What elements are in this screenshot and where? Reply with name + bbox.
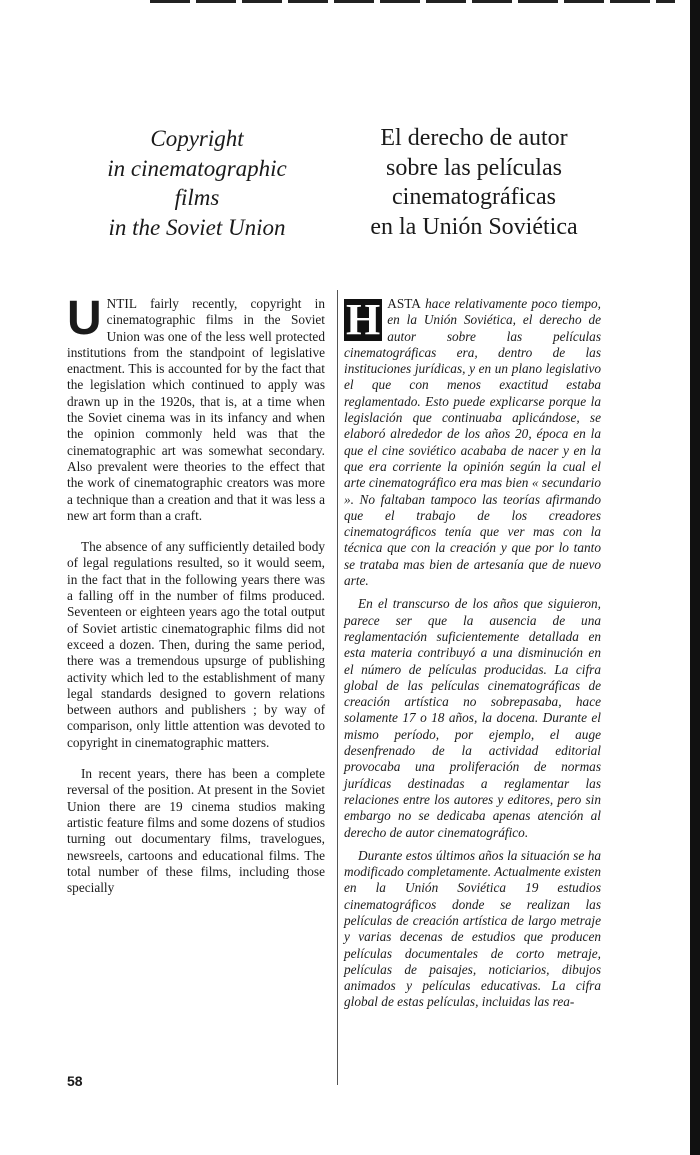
title-en-line: Copyright <box>150 126 244 151</box>
page-edge <box>690 0 700 1155</box>
title-es-line: sobre las películas <box>386 154 562 181</box>
english-paragraph-1 <box>67 292 325 524</box>
title-english <box>68 124 326 242</box>
lead-in: ASTA <box>387 296 421 311</box>
title-en-line: in the Soviet Union <box>108 214 286 240</box>
title-es-line: en la Unión Soviética <box>370 213 578 240</box>
title-en-line: films <box>174 185 220 210</box>
english-paragraph-2: The absence of any sufficiently detailed body of legal regulations resulted, so it would seem, in the fact that in the following years there was a falling off in the number of films produced. Seventeen or eighteen years ago the total output of Soviet artistic cinematographic films did not exceed a dozen. Then, during the same period, there was a tremendous upsurge of publishing activity which led to the establishment of many legal standards designed to govern relations between authors and publishers ; by way of comparison, only little attention was devoted to copyright in cinematographic matters. <box>67 539 325 750</box>
spanish-column <box>344 296 601 1011</box>
english-paragraph-3: In recent years, there has been a complete reversal of the position. At present in the Soviet Union there are 19 cinema studios making artistic feature films and some dozens of studios turning out documentary films, travelogues, newsreels, cartoons and educational films. The total number of these films, including those specially <box>67 766 325 896</box>
title-es-line: cinematográficas <box>392 184 556 210</box>
paragraph-text: fairly recently, copyright in cinematographic films in the Soviet Union was one of the less well protected institutions from the standpoint of legislative enactment. This is accounted for by the fact that the legislation which continued to apply was drawn up in the 1920s, that is, at a time when the Soviet cinema was in its infancy and when the opinion commonly held was that the cinematographic art was somewhat secondary. Also prevalent were theories to the effect that the work of cinematographic creators was more a technique than a creation and that it was less a new art form than a craft. <box>67 296 325 523</box>
title-en-line: in cinematographic <box>107 155 287 181</box>
page-number: 58 <box>67 1073 83 1089</box>
lead-in: NTIL <box>106 296 137 311</box>
english-column <box>67 292 325 896</box>
drop-cap: H <box>346 295 381 344</box>
title-spanish <box>344 124 604 242</box>
spanish-paragraph-2: En el transcurso de los años que siguieron, parece ser que la ausencia de una reglamentación suficientemente detallada en esta materia contribuyó a una disminución en el número de películas producidas. La cifra global de las películas cinematográficas de creación artística no sobrepasaba, hace solamente 17 o 18 años, la docena. Durante el mismo período, por ejemplo, el auge desenfrenado de la actividad editorial provocaba una proliferación de normas jurídicas destinadas a reglamentar las relaciones entre los autores y editores, pero sin embargo no se dedicaba apenas atención al derecho de autor cinematográfico. <box>344 596 601 840</box>
paragraph-text: hace relativamente poco tiempo, en la Unión Soviética, el derecho de autor sobre las películas cinematográficas era, dentro de las instituciones jurídicas, y en un plano legislativo el que con menos exactitud estaba reglamentado. Esto puede explicarse porque la legislación que continuaba aplicándose, se elaboró alrededor de los años 20, época en la que el cine soviético acababa de nacer y en la que era corriente la opinión según la cual el arte cinematográfico era mas bien « secundario ». No faltaban tampoco las teorías afirmando que el trabajo de los creadores cinematográficos tenía que ver mas con la técnica que con la creación y que por lo tanto se trataba mas bien de artesanía que de nuevo arte. <box>344 296 601 589</box>
top-rule <box>150 0 675 3</box>
spanish-paragraph-1 <box>344 296 601 589</box>
spanish-paragraph-3: Durante estos últimos años la situación se ha modificado completamente. Actualmente existen en la Unión Soviética 19 estudios cinematográficos donde se realizan las películas de creación artística de largo metraje y varias decenas de estudios que producen películas documentales de corto metraje, películas de paisajes, noticiarios, dibujos animados y películas educativas. La cifra global de estas películas, incluidas las rea- <box>344 847 601 1010</box>
column-divider <box>337 290 338 1085</box>
title-es-line: El derecho de autor <box>380 125 568 151</box>
drop-cap: U <box>67 292 102 345</box>
